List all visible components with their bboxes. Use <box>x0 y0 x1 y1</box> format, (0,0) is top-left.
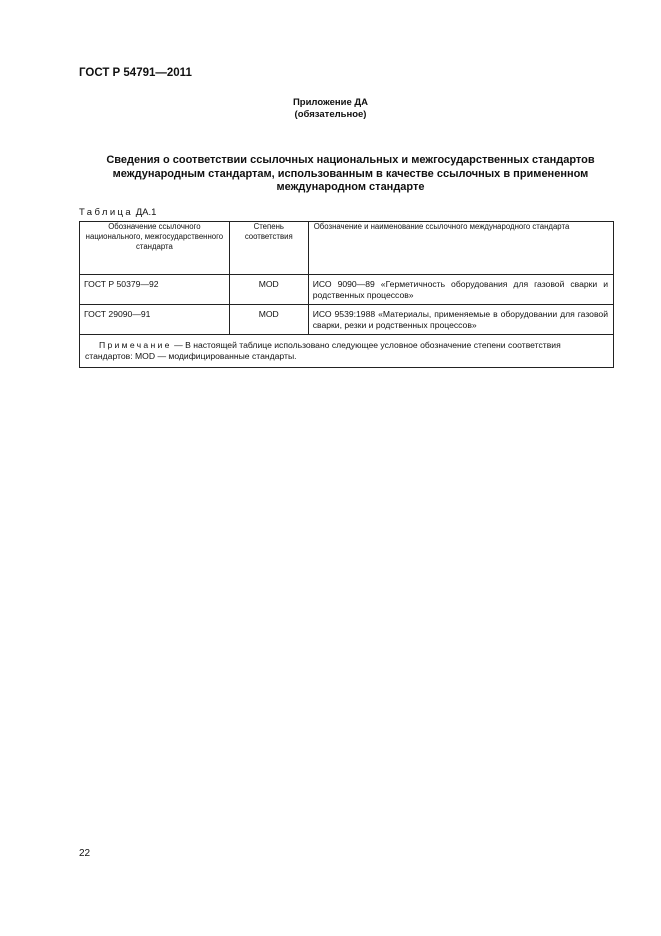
table-row <box>80 275 614 305</box>
page-number: 22 <box>79 848 91 859</box>
note-label: Примечание <box>99 340 172 350</box>
section-heading: Сведения о соответствии ссылочных национальных и межгосударственных стандартов международным стандартам, использованным в качестве ссылочных в примененном международном стандарте <box>106 154 595 193</box>
note-text: — В настоящей таблице использовано следующее условное обозначение степени соответствия стандартов: MOD — модифицированные стандарты. <box>85 340 561 361</box>
cell-international-standard: ИСО 9539:1988 «Материалы, применяемые в оборудовании для газовой сварки, резки и родственных процессов» <box>308 305 613 335</box>
document-code: ГОСТ Р 54791—2011 <box>79 67 192 79</box>
table-caption-id: ДА.1 <box>135 207 157 218</box>
cell-national-standard: ГОСТ 29090—91 <box>80 305 230 335</box>
table-note-row <box>80 335 614 368</box>
table-caption-prefix: Таблица <box>79 207 134 218</box>
appendix-status: (обязательное) <box>294 109 367 120</box>
header-international-standard: Обозначение и наименование ссылочного международного стандарта <box>308 222 613 275</box>
appendix-title: Приложение ДА <box>292 97 369 108</box>
table-header-row <box>80 222 614 275</box>
cell-international-standard: ИСО 9090—89 «Герметичность оборудования для газовой сварки и родственных процессов» <box>308 275 613 305</box>
cell-degree: MOD <box>229 275 308 305</box>
table-row <box>80 305 614 335</box>
cell-national-standard: ГОСТ Р 50379—92 <box>80 275 230 305</box>
table-caption <box>79 207 156 218</box>
header-national-standard: Обозначение ссылочного национального, межгосударственного стандарта <box>80 222 230 275</box>
correspondence-table <box>79 221 614 368</box>
cell-degree: MOD <box>229 305 308 335</box>
header-degree: Степень соответствия <box>229 222 308 275</box>
table-note <box>80 335 614 368</box>
